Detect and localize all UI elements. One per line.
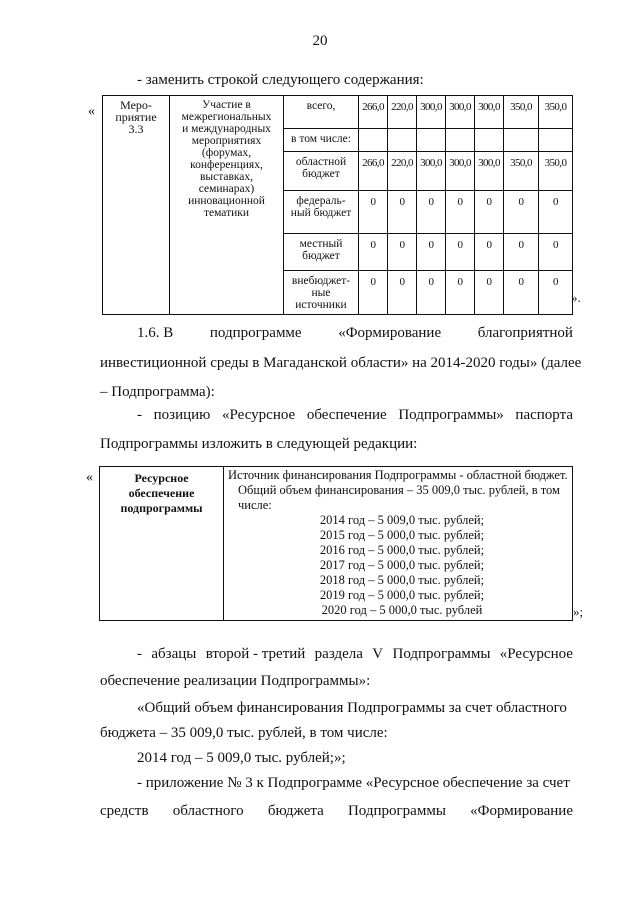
source-line: Источник финансирования Подпрограммы - областной бюджет. — [228, 468, 568, 482]
table1-row — [103, 96, 573, 129]
para2-line1 — [137, 405, 573, 425]
year-line: 2014 год – 5 009,0 тыс. рублей; — [319, 513, 485, 527]
para3-word: «Ресурсное — [499, 646, 573, 662]
value-cell: 0 — [504, 191, 539, 234]
value-cell: 0 — [475, 271, 504, 315]
row-label: в том числе: — [284, 129, 359, 152]
para3-word: Подпрограммы — [392, 646, 491, 662]
year-line: 2015 год – 5 000,0 тыс. рублей; — [319, 528, 485, 542]
intro-line: - заменить строкой следующего содержания: — [137, 72, 424, 88]
para1-word: 1.6. В — [137, 325, 174, 341]
row-label: федераль- ный бюджет — [284, 191, 359, 234]
row-label: местный бюджет — [284, 234, 359, 271]
value-cell: 300,0 — [446, 152, 475, 191]
resource-table — [99, 466, 573, 618]
resource-label — [100, 467, 224, 621]
value-cell — [417, 129, 446, 152]
value-cell: 0 — [417, 191, 446, 234]
para4-line2: бюджета – 35 009,0 тыс. рублей, в том числе: — [100, 725, 388, 741]
year-line: 2017 год – 5 000,0 тыс. рублей; — [319, 558, 485, 572]
para1-line1 — [137, 323, 573, 343]
value-cell: 350,0 — [539, 96, 573, 129]
table1-close-quote: ». — [571, 290, 581, 305]
para6-line2 — [100, 801, 573, 821]
value-cell: 0 — [359, 234, 388, 271]
para2-word: - — [137, 407, 142, 423]
value-cell: 300,0 — [417, 96, 446, 129]
year-line: 2019 год – 5 000,0 тыс. рублей; — [319, 588, 485, 602]
value-cell — [388, 129, 417, 152]
value-cell: 0 — [539, 191, 573, 234]
para6-word: средств — [100, 803, 149, 819]
value-cell: 350,0 — [504, 152, 539, 191]
value-cell: 0 — [388, 271, 417, 315]
row-label: всего, — [284, 96, 359, 129]
value-cell: 0 — [539, 234, 573, 271]
value-cell: 350,0 — [504, 96, 539, 129]
value-cell: 266,0 — [359, 152, 388, 191]
value-cell: 0 — [475, 191, 504, 234]
para3-word: второй - третий — [205, 646, 306, 662]
para2-word: обеспечение — [306, 407, 387, 423]
resource-details — [224, 467, 573, 621]
para3-word: - — [137, 646, 142, 662]
total-line: Общий объем финансирования – 35 009,0 тыс. рублей, в том числе: — [238, 483, 560, 512]
year-line: 2016 год – 5 000,0 тыс. рублей; — [319, 543, 485, 557]
para3-word: раздела — [314, 646, 363, 662]
para6-line1: - приложение № 3 к Подпрограмме «Ресурсное обеспечение за счет — [137, 775, 570, 791]
value-cell — [359, 129, 388, 152]
table2-open-quote: « — [86, 470, 93, 485]
para2-line2: Подпрограммы изложить в следующей редакции: — [100, 436, 418, 452]
para5-line: 2014 год – 5 009,0 тыс. рублей;»; — [137, 750, 346, 766]
value-cell: 0 — [504, 234, 539, 271]
value-cell — [539, 129, 573, 152]
measure-label: Меро- приятие 3.3 — [103, 96, 170, 315]
value-cell: 0 — [539, 271, 573, 315]
value-cell: 220,0 — [388, 96, 417, 129]
para3-word: абзацы — [151, 646, 197, 662]
para3-line2: обеспечение реализации Подпрограммы»: — [100, 673, 371, 689]
value-cell: 0 — [388, 191, 417, 234]
value-cell: 300,0 — [475, 152, 504, 191]
para4-line1: «Общий объем финансирования Подпрограммы за счет областного — [137, 700, 567, 716]
value-cell: 0 — [475, 234, 504, 271]
value-cell: 300,0 — [446, 96, 475, 129]
measure-table — [102, 95, 572, 311]
value-cell: 266,0 — [359, 96, 388, 129]
value-cell: 0 — [417, 234, 446, 271]
para2-word: паспорта — [515, 407, 573, 423]
value-cell: 0 — [446, 271, 475, 315]
para1-line2: инвестиционной среды в Магаданской области» на 2014-2020 годы» (далее — [100, 355, 582, 371]
value-cell: 0 — [446, 234, 475, 271]
para2-word: «Ресурсное — [222, 407, 296, 423]
para6-word: бюджета — [267, 803, 324, 819]
page-number: 20 — [312, 33, 328, 49]
para2-word: позицию — [153, 407, 211, 423]
para1-line3: – Подпрограмма): — [100, 384, 215, 400]
value-cell: 220,0 — [388, 152, 417, 191]
table1-open-quote: « — [88, 104, 95, 119]
para6-word: «Формирование — [470, 803, 573, 819]
measure-description: Участие в межрегиональных и международных мероприятиях (форумах, конференциях, выставках, семинарах) инновационной тематики — [170, 96, 284, 315]
value-cell — [475, 129, 504, 152]
value-cell: 300,0 — [417, 152, 446, 191]
para1-word: «Формирование — [338, 325, 442, 341]
value-cell: 0 — [446, 191, 475, 234]
resource-label-text: Ресурсное обеспечение подпрограммы — [120, 471, 203, 515]
value-cell: 0 — [359, 271, 388, 315]
value-cell — [446, 129, 475, 152]
row-label: внебюджет- ные источники — [284, 271, 359, 315]
para1-word: благоприятной — [477, 325, 573, 341]
value-cell: 300,0 — [475, 96, 504, 129]
value-cell: 0 — [417, 271, 446, 315]
value-cell: 0 — [388, 234, 417, 271]
year-line: 2018 год – 5 000,0 тыс. рублей; — [319, 573, 485, 587]
para2-word: Подпрограммы» — [398, 407, 504, 423]
value-cell — [504, 129, 539, 152]
value-cell: 0 — [359, 191, 388, 234]
row-label: областной бюджет — [284, 152, 359, 191]
para6-word: областного — [172, 803, 244, 819]
para1-word: подпрограмме — [209, 325, 302, 341]
value-cell: 0 — [504, 271, 539, 315]
year-line: 2020 год – 5 000,0 тыс. рублей — [321, 603, 483, 617]
para3-line1 — [137, 644, 573, 664]
value-cell: 350,0 — [539, 152, 573, 191]
para6-word: Подпрограммы — [347, 803, 446, 819]
table2-close-quote: »; — [573, 604, 584, 619]
years-list — [238, 513, 566, 618]
para3-word: V — [372, 646, 384, 662]
